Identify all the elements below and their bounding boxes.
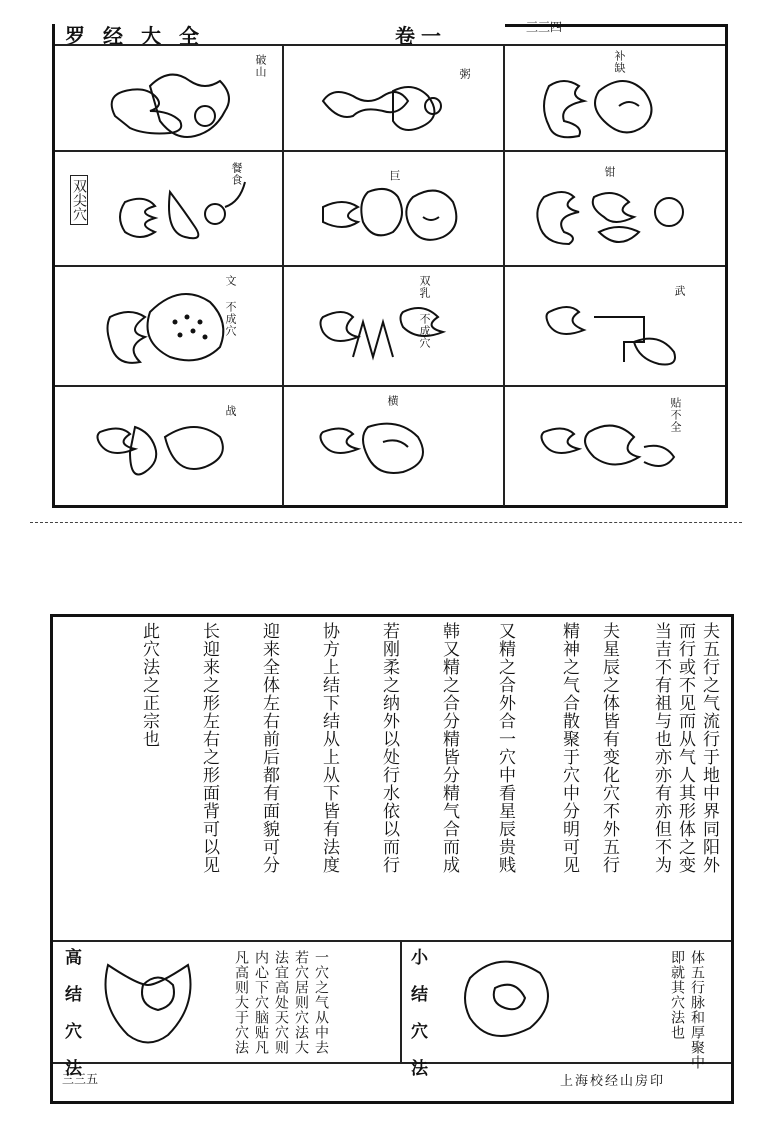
cell-label: 贴不全 <box>669 397 682 433</box>
note-column: 内心下穴脑贴凡 <box>253 950 269 1055</box>
mountain-shape-icon <box>504 267 726 385</box>
text-column: 而行或不见而从气人其形体之变 <box>675 622 695 874</box>
diagram-cell <box>283 267 503 385</box>
text-column: 韩又精之合分精皆分精气合而成 <box>439 622 459 874</box>
lobe-diagram-icon <box>440 948 580 1058</box>
mountain-shape-icon <box>55 387 282 505</box>
cell-label: 破山 <box>254 54 267 78</box>
note-column: 法宜高处天穴则 <box>273 950 289 1055</box>
bottom-page <box>0 600 772 1122</box>
mountain-shape-icon <box>504 387 726 505</box>
cell-label: 餐食 <box>230 162 243 186</box>
diagram-cell <box>504 387 726 505</box>
diagram-cell <box>283 387 503 505</box>
page-separator <box>30 522 742 523</box>
cell-label: 粥 <box>458 68 471 80</box>
cell-label: 钳 <box>603 166 616 178</box>
header-volume: 卷一 <box>395 24 447 48</box>
publisher-footer: 上海校经山房印 <box>560 1074 666 1089</box>
header-strip <box>55 20 505 48</box>
cell-label: 武 <box>673 285 686 297</box>
diagram-cell <box>55 267 282 385</box>
text-column: 此穴法之正宗也 <box>139 622 159 748</box>
mountain-shape-icon <box>55 152 282 265</box>
text-column: 夫星辰之体皆有变化穴不外五行 <box>599 622 619 874</box>
diagram-cell <box>55 387 282 505</box>
text-column: 夫五行之气流行于地中界同阳外 <box>699 622 719 874</box>
diagram-cell <box>283 152 503 265</box>
cell-label: 战 <box>224 405 237 417</box>
note-column: 体五行脉和厚聚中 <box>689 950 705 1070</box>
note-column: 一穴之气从中去 <box>313 950 329 1055</box>
top-page <box>0 0 772 520</box>
section-divider <box>400 940 402 1062</box>
cell-label: 双乳 不成穴 <box>418 275 431 349</box>
cell-label: 横 <box>386 395 399 407</box>
diagram-cell <box>55 46 282 150</box>
mountain-shape-icon <box>55 46 282 150</box>
header-title: 罗经大全 <box>65 24 217 48</box>
mountain-shape-icon <box>283 267 503 385</box>
page-number-bottom: 三三五 <box>62 1072 99 1086</box>
diagram-cell <box>504 46 726 150</box>
section-title: 高 结 穴 法 <box>61 948 81 1076</box>
diagram-cell <box>283 46 503 150</box>
cell-label: 补缺 <box>613 50 626 74</box>
section-title: 小 结 穴 法 <box>407 948 427 1076</box>
lobe-diagram-icon <box>88 945 228 1055</box>
page-number-top: 三三四 <box>526 20 563 34</box>
note-column: 凡高则大于穴法 <box>233 950 249 1055</box>
note-column: 即就其穴法也 <box>669 950 685 1040</box>
cell-label: 文 不成穴 <box>224 275 237 337</box>
text-column: 又精之合外合一穴中看星辰贵贱 <box>495 622 515 874</box>
text-column: 当吉不有祖与也亦亦有亦但不为 <box>651 622 671 874</box>
text-column: 若刚柔之纳外以处行水依以而行 <box>379 622 399 874</box>
note-column: 若穴居则穴法大 <box>293 950 309 1055</box>
diagram-cell <box>504 152 726 265</box>
cell-label: 巨 <box>388 170 401 182</box>
diagram-cell <box>504 267 726 385</box>
mountain-shape-icon <box>283 152 503 265</box>
mountain-shape-icon <box>283 46 503 150</box>
text-column: 迎来全体左右前后都有面貌可分 <box>259 622 279 874</box>
section-divider <box>53 940 731 942</box>
text-column: 协方上结下结从上从下皆有法度 <box>319 622 339 874</box>
footer-divider <box>53 1062 731 1064</box>
text-column: 长迎来之形左右之形面背可以见 <box>199 622 219 874</box>
mountain-shape-icon <box>55 267 282 385</box>
diagram-cell <box>55 152 282 265</box>
text-column: 精神之气合散聚于穴中分明可见 <box>559 622 579 874</box>
side-caption: 双尖穴 <box>70 175 88 225</box>
